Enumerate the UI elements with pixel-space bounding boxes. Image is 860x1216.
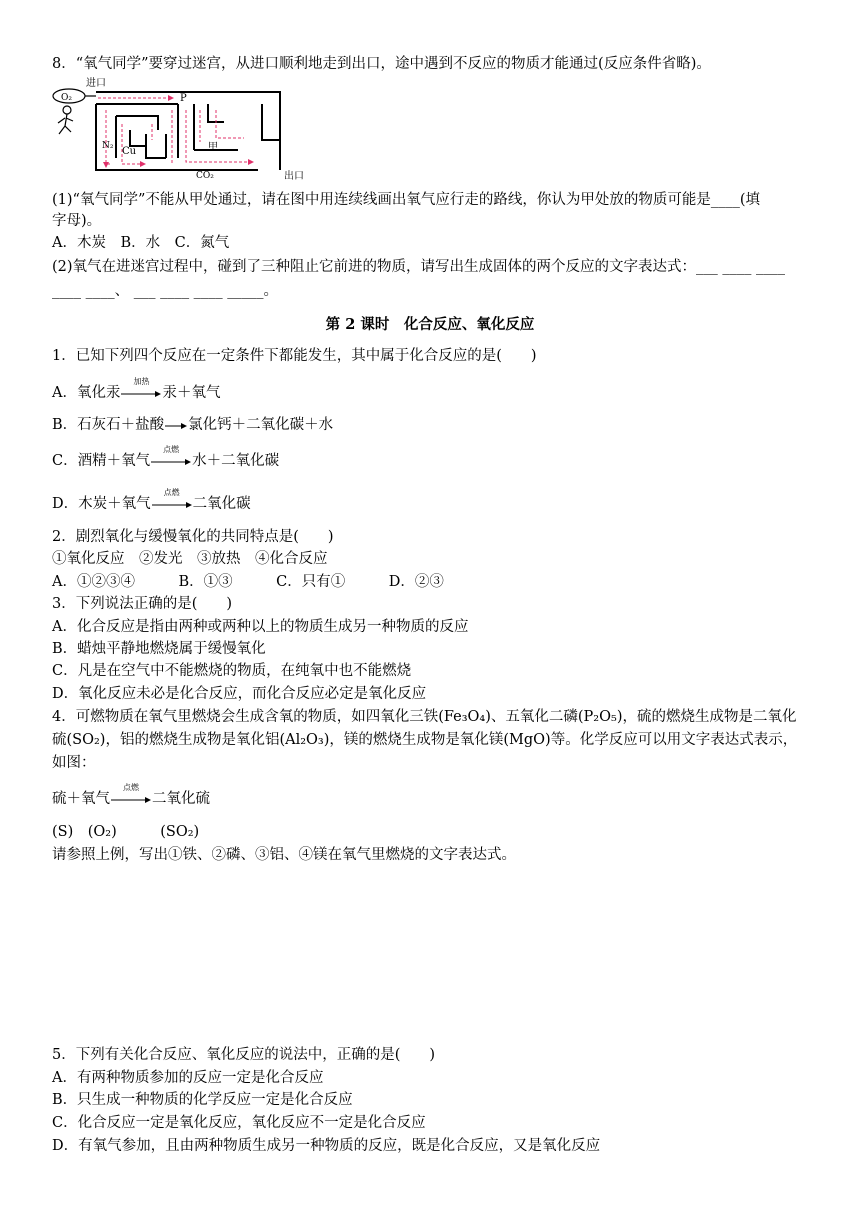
- q1-option-a: A．氧化汞 加热 汞＋氧气: [52, 377, 221, 401]
- reaction-arrow-icon: 点燃: [152, 497, 192, 511]
- maze-cu-label: Cu: [122, 146, 137, 157]
- maze-exit-label: 出口: [284, 171, 304, 182]
- q1-option-c: C．酒精＋氧气 点燃 水＋二氧化碳: [52, 445, 280, 469]
- q4-line2: 硫(SO₂)，铝的燃烧生成物是氧化铝(Al₂O₃)，镁的燃烧生成物是氧化镁(MgO)等。化学反应可以用文字表达式表示，: [52, 732, 798, 748]
- reaction-arrow-icon: [165, 418, 187, 432]
- maze-n2-label: N₂: [102, 141, 114, 151]
- q5-option-a: A．有两种物质参加的反应一定是化合反应: [52, 1070, 324, 1086]
- section-title: 第 2 课时 化合反应、氧化反应: [325, 316, 535, 333]
- q3-option-c: C．凡是在空气中不能燃烧的物质，在纯氧中也不能燃烧: [52, 663, 412, 679]
- q4-formula-line: (S) (O₂) (SO₂): [52, 824, 200, 840]
- q2-items: ①氧化反应 ②发光 ③放热 ④化合反应: [52, 551, 328, 567]
- maze-diagram: [48, 74, 338, 186]
- q8-part1-line2: 字母)。: [52, 213, 102, 229]
- q5-option-c: C．化合反应一定是氧化反应，氧化反应不一定是化合反应: [52, 1115, 426, 1131]
- q8-part2-line1: (2)氧气在进迷宫过程中，碰到了三种阻止它前进的物质，请写出生成固体的两个反应的文字表达式：___ ____ ____: [52, 259, 786, 275]
- maze-entrance-label: 进口: [86, 78, 106, 89]
- q8-stem: 8．“氧气同学”要穿过迷宫，从进口顺利地走到出口，途中遇到不反应的物质才能通过(反应条件省略)。: [52, 56, 711, 72]
- maze-p-label: P: [180, 93, 187, 104]
- q3-option-b: B．蜡烛平静地燃烧属于缓慢氧化: [52, 641, 266, 657]
- maze-co2-label: CO₂: [196, 171, 214, 181]
- q8-part1-line1: (1)“氧气同学”不能从甲处通过，请在图中用连续线画出氧气应行走的路线，你认为甲处放的物质可能是____(填: [52, 192, 761, 208]
- q5-option-b: B．只生成一种物质的化学反应一定是化合反应: [52, 1092, 353, 1108]
- q8-part1-options: A．木炭 B．水 C．氮气: [52, 235, 230, 251]
- maze-jia-label: 甲: [208, 142, 218, 153]
- q4-example-equation: 硫＋氧气 点燃 二氧化硫: [52, 783, 210, 807]
- q5-option-d: D．有氧气参加，且由两种物质生成另一种物质的反应，既是化合反应，又是氧化反应: [52, 1138, 601, 1154]
- reaction-arrow-icon: 点燃: [111, 792, 151, 806]
- q4-prompt: 请参照上例，写出①铁、②磷、③铝、④镁在氧气里燃烧的文字表达式。: [52, 847, 516, 863]
- maze-o2-label: O₂: [61, 93, 72, 103]
- q1-option-b: B．石灰石＋盐酸 氯化钙＋二氧化碳＋水: [52, 417, 334, 433]
- q8-part2-line2: ____ ____、 ___ ____ ____ _____。: [52, 283, 279, 299]
- reaction-arrow-icon: 加热: [121, 386, 161, 400]
- q2-options: A．①②③④ B．①③ C．只有① D．②③: [52, 574, 444, 590]
- oxygen-figure-icon: [53, 89, 96, 134]
- q2-stem: 2．剧烈氧化与缓慢氧化的共同特点是( ): [52, 529, 334, 545]
- reaction-arrow-icon: 点燃: [151, 454, 191, 468]
- q5-stem: 5．下列有关化合反应、氧化反应的说法中，正确的是( ): [52, 1047, 436, 1063]
- q3-stem: 3．下列说法正确的是( ): [52, 596, 233, 612]
- q3-option-d: D．氧化反应未必是化合反应，而化合反应必定是氧化反应: [52, 686, 427, 702]
- q4-line3: 如图：: [52, 755, 96, 771]
- q1-stem: 1．已知下列四个反应在一定条件下都能发生，其中属于化合反应的是( ): [52, 348, 537, 364]
- q3-option-a: A．化合反应是指由两种或两种以上的物质生成另一种物质的反应: [52, 619, 469, 635]
- q4-line1: 4．可燃物质在氧气里燃烧会生成含氧的物质，如四氧化三铁(Fe₃O₄)、五氧化二磷(P₂O₅)，硫的燃烧生成物是二氧化: [52, 709, 797, 725]
- q1-option-d: D．木炭＋氧气 点燃 二氧化碳: [52, 488, 251, 512]
